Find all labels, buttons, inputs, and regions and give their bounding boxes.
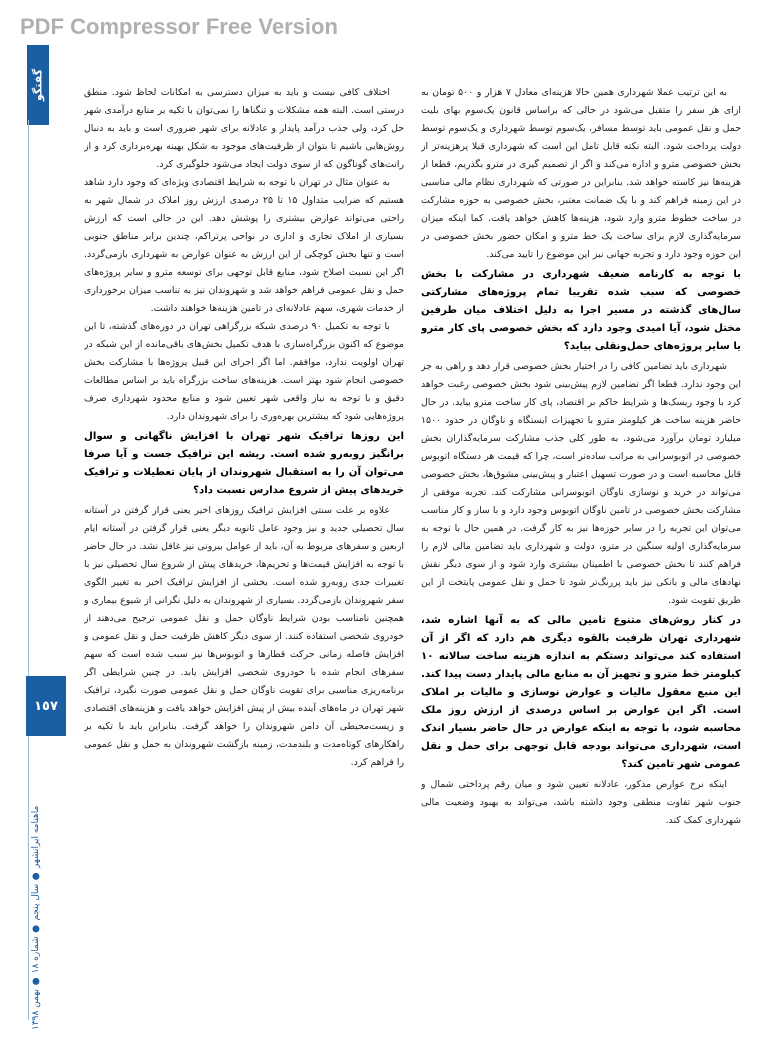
question-heading: در کنار روش‌های متنوع تامین مالی که به آنها اشاره شد، شهرداری تهران ظرفیت بالقوه دیگری هم دارد که اگر از آن استفاده کند می‌تواند دستکم به اندازه هزینه ساخت سالانه ۱۰ کیلومتر خط مترو و تجهیز آن به منابع مالی پایدار دست پیدا کند. این منبع معقول مالیات و عوارض نوسازی و مالیات بر املاک است. اگر این عوارض بر اساس درصدی از ارزش روز ملک محاسبه شود، با توجه به اینکه عوارض در حال حاضر بسیار اندک است، شهرداری می‌تواند بودجه قابل توجهی برای حمل و نقل عمومی شهر تامین کند؟ <box>421 615 741 770</box>
page-number: ١٥٧ <box>26 676 66 736</box>
left-column <box>84 84 404 1014</box>
pdf-watermark: PDF Compressor Free Version <box>20 14 338 39</box>
paragraph: اختلاف کافی نیست و باید به میزان دسترسی به امکانات لحاظ شود. منطق درستی است. البته همه مشکلات و تنگناها را نمی‌توان با تکیه بر منابع درآمدی شهر حل کرد، ولی جذب درآمد پایدار و عادلانه برای شهر ضروری است و باید به دنبال روش‌هایی باشیم تا بتوان از ظرفیت‌های موجود به شکل بهینه بهره‌برداری کرد و از رانت‌های گوناگون که از سوی دولت ایجاد می‌شود جلوگیری کرد. <box>84 87 404 170</box>
paragraph: با توجه به تکمیل ۹۰ درصدی شبکه بزرگراهی تهران در دوره‌های گذشته، تا این موضوع که اکنون بزرگراه‌سازی با هدف تکمیل بخش‌های باقی‌مانده از این شبکه در تهران اولویت ندارد، موافقم. اما اگر اجرای این قبیل پروژه‌ها با مشارکت بخش خصوصی انجام شود بهتر است. هزینه‌های ساخت بزرگراه باید بر اساس مطالعات دقیق و با توجه به نیاز واقعی شهر تعیین شود و منابع محدود شهرداری صرف پروژه‌هایی شود که بیشترین بهره‌وری را برای شهروندان دارد. <box>84 321 404 422</box>
paragraph: شهرداری باید تضامین کافی را در اختیار بخش خصوصی قرار دهد و راهی به جز این وجود ندارد. قطعا اگر تضامین لازم پیش‌بینی شود بخش خصوصی رغبت خواهد کرد با وجود ریسک‌ها و شرایط حاکم بر اقتصاد، پای کار ساخت مترو بیاید. در حال حاضر هزینه ساخت هر کیلومتر مترو با تجهیزات ایستگاه و ناوگان در حدود ۱۵۰۰ میلیارد تومان برآورد می‌شود. به طور کلی جذب مشارکت سرمایه‌گذاران بخش خصوصی در اتوبوسرانی به مراتب ساده‌تر است، چرا که قیمت هر دستگاه اتوبوس قابل محاسبه است و در صورت تسهیل اعتبار و پیش‌بینی مشوق‌ها، بخش خصوصی می‌تواند در خرید و نوسازی ناوگان اتوبوسرانی مشارکت کند. تجربه موفقی از مشارکت بخش خصوصی در تامین ناوگان اتوبوس وجود دارد و با ساز و کار مناسب می‌توان این تجربه را در سایر حوزه‌ها نیز به کار گرفت. در همین حال با توجه به سرمایه‌گذاری اولیه سنگین در مترو، دولت و شهرداری باید تضامین مالی لازم را فراهم کنند تا بخش خصوصی با اطمینان بیشتری وارد شود و از سوی دیگر نقش نهادهای مالی و بانکی نیز باید پررنگ‌تر شود تا حمل و نقل عمومی پایتخت از این طریق تقویت شود. <box>421 361 741 606</box>
section-tab: گفتگو <box>27 45 49 125</box>
question-heading: با توجه به کارنامه ضعیف شهرداری در مشارکت با بخش خصوصی که سبب شده تقریبا تمام پروژه‌های مشارکتی سال‌های گذشته در مسیر اجرا به دلیل اختلاف میان طرفین مختل شود، آیا امیدی وجود دارد که بخش خصوصی پای کار مترو یا سایر پروژه‌های حمل‌ونقلی بیاید؟ <box>421 269 741 352</box>
right-column <box>421 84 741 1014</box>
paragraph: به عنوان مثال در تهران با توجه به شرایط اقتصادی ویژه‌ای که وجود دارد شاهد هستیم که ضرایب متداول ۱۵ تا ۲۵ درصدی ارزش روز املاک در شمال شهر به راحتی می‌تواند عوارض بیشتری را پوشش دهد. این در حالی است که ارزش بسیاری از املاک تجاری و اداری در نواحی پرتراکم، چندین برابر مناطق جنوبی است و تنها بخش کوچکی از این ارزش به عنوان عوارض به شهرداری بازمی‌گردد. اگر این نسبت اصلاح شود، منابع قابل توجهی برای توسعه مترو و سایر پروژه‌های حمل و نقل عمومی فراهم خواهد شد و شهروندان نیز به تناسب میزان برخورداری از خدمات شهری، سهم عادلانه‌ای در تامین هزینه‌ها خواهند داشت. <box>84 177 404 314</box>
running-head: ماهنامه ایرانشهر ● سال پنجم ● شماره ١٨ ● بهمن ١٣٩٨ <box>31 805 41 1030</box>
paragraph: علاوه بر علت سنتی افزایش ترافیک روزهای اخیر یعنی قرار گرفتن در آستانه سال تحصیلی جدید و نیز وجود عامل ثانویه دیگر یعنی قرار گرفتن در آستانه ایام اربعین و سفرهای مربوط به آن، باید از عوامل بیرونی نیز غافل نشد. در حال حاضر با توجه به افزایش قیمت‌ها و تحریم‌ها، خریدهای پیش از شروع سال تحصیلی نیز با تغییرات جدی روبه‌رو شده است. بخشی از افزایش ترافیک اخیر به تغییر الگوی سفر شهروندان بازمی‌گردد. بسیاری از شهروندان به دلیل نگرانی از شیوع بیماری و همچنین نامناسب بودن شرایط ناوگان حمل و نقل عمومی ترجیح می‌دهند از خودروی شخصی استفاده کنند. از سوی دیگر کاهش ظرفیت حمل و نقل عمومی و افزایش فاصله زمانی حرکت قطارها و اتوبوس‌ها نیز سبب شده است که سهم سفرهای انجام شده با خودروی شخصی افزایش یابد. در چنین شرایطی اگر برنامه‌ریزی مناسبی برای تقویت ناوگان حمل و نقل عمومی صورت نگیرد، ترافیک شهر تهران در ماه‌های آینده بیش از پیش افزایش خواهد یافت و هزینه‌های اقتصادی و زیست‌محیطی آن دامن شهروندان را خواهد گرفت. بنابراین باید با تکیه بر راهکارهای کوتاه‌مدت و بلندمدت، زمینه بازگشت شهروندان به حمل و نقل عمومی را فراهم کرد. <box>84 505 404 768</box>
paragraph: اینکه نرخ عوارض مذکور، عادلانه تعیین شود و میان رقم پرداختی شمال و جنوب شهر تفاوت منطقی وجود داشته باشد، می‌تواند به بهبود وضعیت مالی شهرداری کمک کند. <box>421 779 741 826</box>
question-heading: این روزها ترافیک شهر تهران با افزایش ناگهانی و سوال برانگیز روبه‌رو شده است. ریشه این ترافیک جست و آیا صرفا می‌توان آن را به استقبال شهروندان از پایان تعطیلات و ترافیک خریدهای پیش از شروع مدارس نسبت داد؟ <box>84 431 404 496</box>
margin-rule <box>28 120 29 1020</box>
paragraph: به این ترتیب عملا شهرداری همین حالا هزینه‌ای معادل ۷ هزار و ۵۰۰ تومان به ازای هر سفر را متقبل می‌شود در حالی که براساس قانون یک‌سوم بهای بلیت حمل و نقل عمومی باید توسط مسافر، یک‌سوم توسط شهرداری و یک‌سوم توسط دولت پرداخت شود. البته نکته قابل تامل این است که شهرداری قبلا پرهزینه‌تر از بخش خصوصی مترو و اداره می‌کند و اگر از تصمیم گیری در مترو بگذریم، قطعا از هزینه‌ها نیز کاسته خواهد شد. بنابراین در صورتی که شهرداری نظام مالی مناسبی در این زمینه فراهم کند و با یک ضمانت معتبر، بخش خصوصی به حوزه مشارکت در ساخت خطوط مترو وارد شود، هزینه‌ها کاهش خواهد یافت. کما اینکه میزان سرمایه‌گذاری لازم برای ساخت یک خط مترو و امکان حضور بخش خصوصی در این حوزه وجود دارد و تجربه جهانی نیز این موضوع را تایید می‌کند. <box>421 87 741 260</box>
